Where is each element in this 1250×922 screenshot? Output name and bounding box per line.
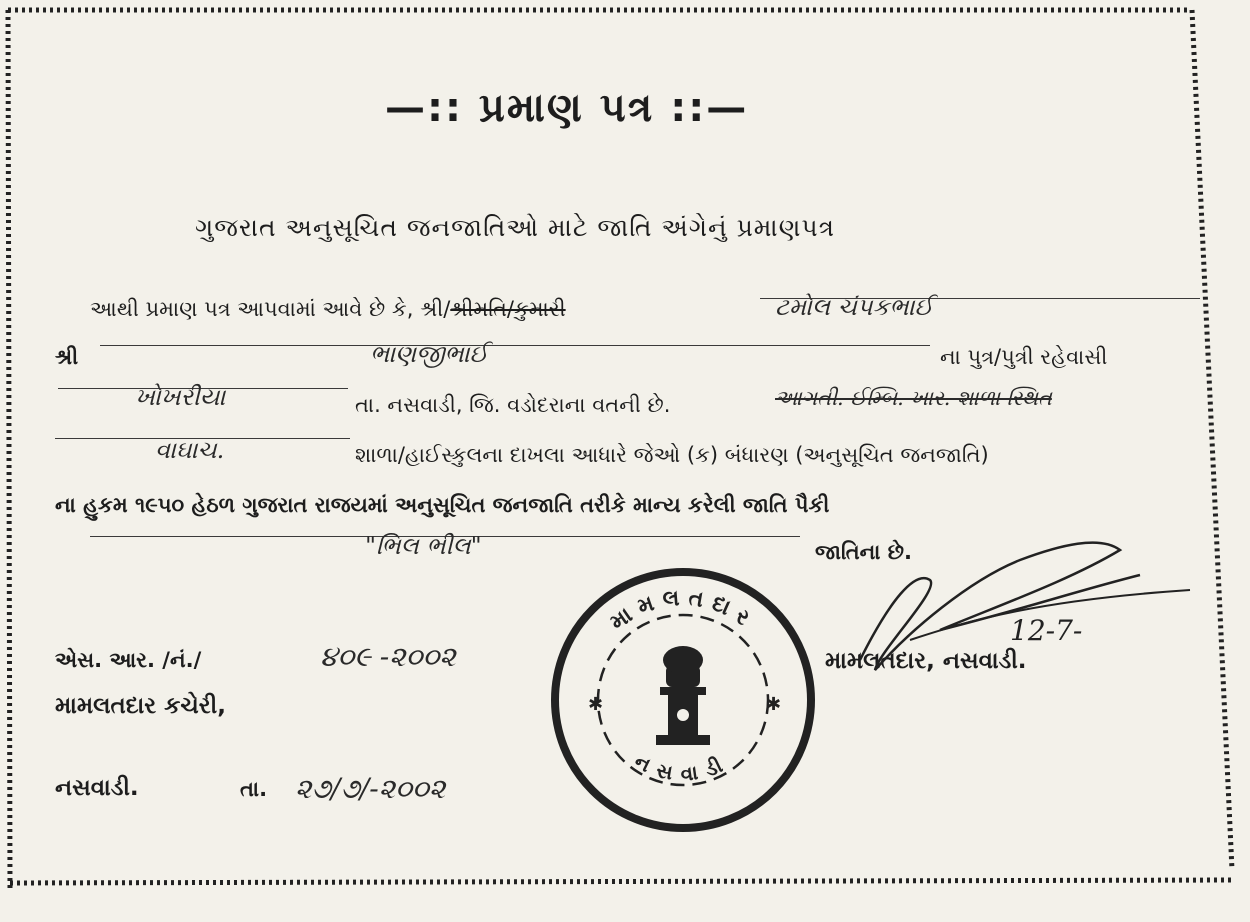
office-name: મામલતદાર કચેરી,	[55, 693, 226, 719]
date-label: તા.	[240, 777, 268, 801]
svg-text:નસવાડી	[631, 749, 735, 787]
date-value: ૨૭/૭/-૨૦૦૨	[295, 772, 446, 805]
signature	[820, 520, 1220, 690]
line1-prefix-text: આથી પ્રમાણ પત્ર આપવામાં આવે છે કે, શ્રી/	[90, 297, 451, 321]
place-name: નસવાડી.	[55, 775, 139, 801]
line3-mid: તા. નસવાડી, જિ. વડોદરાના વતની છે.	[355, 393, 671, 417]
line2-suffix: ના પુત્ર/પુત્રી રહેવાસી	[940, 345, 1108, 369]
signature-date: 12-7-	[1010, 614, 1083, 647]
svg-text:મામલતદાર	[606, 585, 761, 635]
svg-text:✱: ✱	[766, 694, 782, 715]
line3-struck: આગતી. ઈમ્બિ. ખાર. શાળા સ્થિત	[775, 386, 1052, 410]
line1-prefix	[90, 297, 566, 322]
line5-text: ના હુકમ ૧૯૫૦ હેઠળ ગુજરાત રાજયમાં અનુસૂચિત જનજાતિ તરીકે માન્ય કરેલી જાતિ પૈકી	[55, 493, 830, 517]
sr-label: એસ. આર. /નં./	[55, 648, 202, 672]
fill-line	[100, 345, 930, 346]
caste-name: "ભિલ ભીલ"	[365, 532, 482, 560]
official-seal-icon	[548, 565, 818, 835]
line4-text: શાળા/હાઈસ્કુલના દાખલા આધારે જેઓ (ક) બંધારણ (અનુસૂચિત જનજાતિ)	[355, 443, 989, 467]
sr-number: ૪૦૯ -૨૦૦૨	[320, 640, 456, 673]
authority-title: મામલતદાર, નસવાડી.	[825, 648, 1027, 674]
line6-suffix: જાતિના છે.	[815, 540, 912, 564]
emblem-icon	[656, 646, 710, 745]
line1-struck-text: શ્રીમતિ/કુમારી	[450, 297, 566, 321]
school-name: વાઘાચ.	[155, 436, 225, 464]
holder-name: ટમોલ ચંપકભાઈ	[775, 293, 934, 321]
village-name: ખોખરીયા	[135, 383, 226, 411]
svg-text:✱: ✱	[588, 694, 604, 715]
certificate-title: —:: પ્રમાણ પત્ર ::—	[385, 85, 749, 131]
father-name: ભાણજીભાઈ	[370, 340, 489, 368]
seal-top-text: મામલતદાર	[605, 585, 761, 636]
line2-prefix: શ્રી	[55, 345, 79, 369]
certificate-subtitle: ગુજરાત અનુસૂચિત જનજાતિઓ માટે જાતિ અંગેનું પ્રમાણપત્ર	[195, 213, 835, 242]
seal-bottom-text: નસવાડી	[630, 748, 736, 787]
